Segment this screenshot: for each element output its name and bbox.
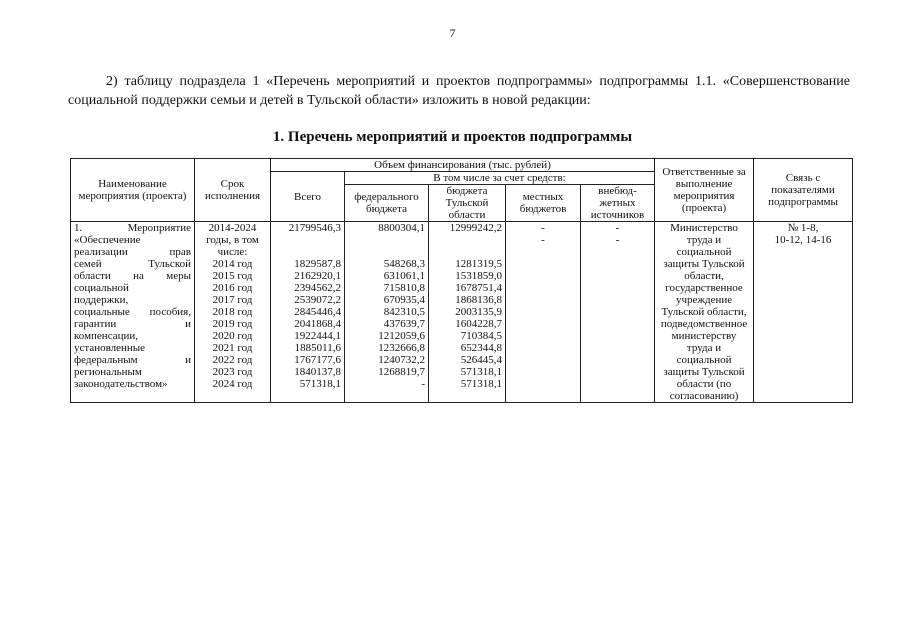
header-total: Всего bbox=[271, 172, 345, 222]
cell-local bbox=[506, 222, 581, 403]
indicators-text: № 1-8, 10-12, 14-16 bbox=[774, 222, 832, 246]
extra-values: - - bbox=[615, 222, 620, 246]
header-indicators: Связь с показателями подпрограммы bbox=[754, 159, 853, 222]
cell-responsible bbox=[655, 222, 754, 403]
intro-paragraph bbox=[68, 72, 850, 110]
header-regional: бюджета Тульской области bbox=[429, 185, 506, 222]
local-values: - - bbox=[541, 222, 545, 246]
header-responsible: Ответственные за выполнение мероприятия (проекта) bbox=[655, 159, 754, 222]
cell-extra bbox=[581, 222, 655, 403]
header-local: местных бюджетов bbox=[506, 185, 581, 222]
measure-name-text: 1. Мероприятие «Обеспечение реализации прав семей Тульской области на меры социальной поддержки, социальные пособия, гарантии и компенсации, установленные федеральным и региональным законодательством» bbox=[74, 222, 191, 390]
header-name: Наименование мероприятия (проекта) bbox=[71, 159, 195, 222]
intro-text: 2) таблицу подраздела 1 «Перечень мероприятий и проектов подпрограммы» подпрограммы 1.1. «Совершенствование социальной поддержки семьи и детей в Тульской области» изложить в новой редакции: bbox=[68, 74, 850, 108]
cell-total bbox=[271, 222, 345, 403]
cell-indicators bbox=[754, 222, 853, 403]
header-funding: Объем финансирования (тыс. рублей) bbox=[271, 159, 655, 172]
cell-federal bbox=[345, 222, 429, 403]
header-term: Срок исполнения bbox=[195, 159, 271, 222]
responsible-text: Министерство труда и социальной защиты Тульской области, государственное учреждение Тульской области, подведомственное министерству труда и социальной защиты Тульской области (по согласованию) bbox=[660, 222, 748, 402]
cell-term bbox=[195, 222, 271, 403]
header-federal: федерального бюджета bbox=[345, 185, 429, 222]
cell-regional bbox=[429, 222, 506, 403]
table-row bbox=[71, 222, 853, 403]
section-title: 1. Перечень мероприятий и проектов подпрограммы bbox=[272, 129, 633, 145]
cell-measure-name bbox=[71, 222, 195, 403]
regional-values: 12999242,2 1281319,5 1531859,0 1678751,4 1868136,8 2003135,9 1604228,7 710384,5 652344,8 526445,4 571318,1 571318,1 bbox=[449, 222, 502, 390]
header-extra: внебюд-жетных источников bbox=[581, 185, 655, 222]
header-including: В том числе за счет средств: bbox=[345, 172, 655, 185]
federal-values: 8800304,1 548268,3 631061,1 715810,8 670935,4 842310,5 437639,7 1212059,6 1232666,8 1240732,2 1268819,7 - bbox=[378, 222, 425, 390]
total-values: 21799546,3 1829587,8 2162920,1 2394562,2 2539072,2 2845446,4 2041868,4 1922444,1 1885011,6 1767177,6 1840137,8 571318,1 bbox=[288, 222, 341, 390]
term-text: 2014-2024 годы, в том числе: 2014 год 2015 год 2016 год 2017 год 2018 год 2019 год 2020 год 2021 год 2022 год 2023 год 2024 год bbox=[206, 222, 259, 390]
measures-table bbox=[70, 158, 853, 403]
page-number: 7 bbox=[449, 26, 456, 40]
